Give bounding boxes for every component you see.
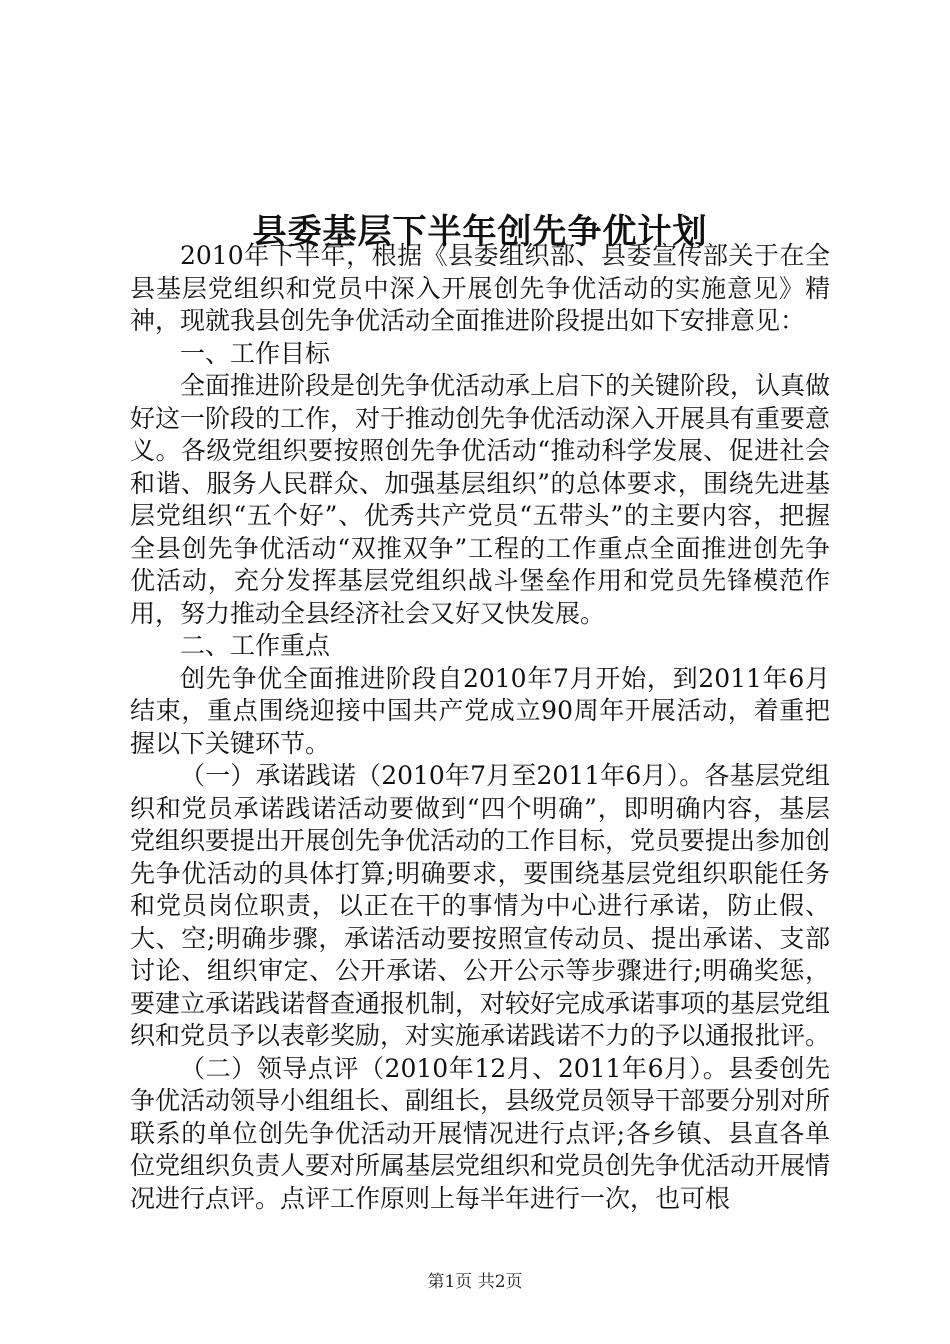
item-leader-review-paragraph: （二）领导点评（2010年12月、2011年6月）。县委创先争优活动领导小组组长、副组长，县级党员领导干部要分别对所联系的单位创先争优活动开展情况进行点评;各乡镇、县直各单位党组织负责人要对所属基层党组织和党员创先争优活动开展情况进行点评。点评工作原则上每半年进行一次，也可根 (130, 1053, 831, 1213)
document-title: 县委基层下半年创先争优计划 (252, 211, 708, 252)
page-number-footer: 第1页 共2页 (427, 1272, 523, 1292)
document-body (130, 240, 830, 1215)
goals-paragraph: 全面推进阶段是创先争优活动承上启下的关键阶段，认真做好这一阶段的工作，对于推动创先争优活动深入开展具有重要意义。各级党组织要按照创先争优活动“推动科学发展、促进社会和谐、服务人民群众、加强基层组织”的总体要求，围绕先进基层党组织“五个好”、优秀共产党员“五带头”的主要内容，把握全县创先争优活动“双推双争”工程的工作重点全面推进创先争优活动，充分发挥基层党组织战斗堡垒作用和党员先锋模范作用，努力推动全县经济社会又好又快发展。 (130, 371, 831, 628)
section-heading-focus: 二、工作重点 (180, 631, 331, 660)
item-commitment-paragraph: （一）承诺践诺（2010年7月至2011年6月）。各基层党组织和党员承诺践诺活动要做到“四个明确”，即明确内容，基层党组织要提出开展创先争优活动的工作目标，党员要提出参加创先争优活动的具体打算;明确要求，要围绕基层党组织职能任务和党员岗位职责，以正在干的事情为中心进行承诺，防止假、大、空;明确步骤，承诺活动要按照宣传动员、提出承诺、支部讨论、组织审定、公开承诺、公开公示等步骤进行;明确奖惩，要建立承诺践诺督查通报机制，对较好完成承诺事项的基层党组织和党员予以表彰奖励，对实施承诺践诺不力的予以通报批评。 (130, 761, 831, 1050)
section-heading-goals: 一、工作目标 (180, 338, 331, 368)
focus-paragraph: 创先争优全面推进阶段自2010年7月开始，到2011年6月结束，重点围绕迎接中国共产党成立90周年开展活动，着重把握以下关键环节。 (130, 663, 830, 758)
intro-paragraph: 2010年下半年，根据《县委组织部、县委宣传部关于在全县基层党组织和党员中深入开展创先争优活动的实施意见》精神，现就我县创先争优活动全面推进阶段提出如下安排意见： (130, 241, 830, 335)
